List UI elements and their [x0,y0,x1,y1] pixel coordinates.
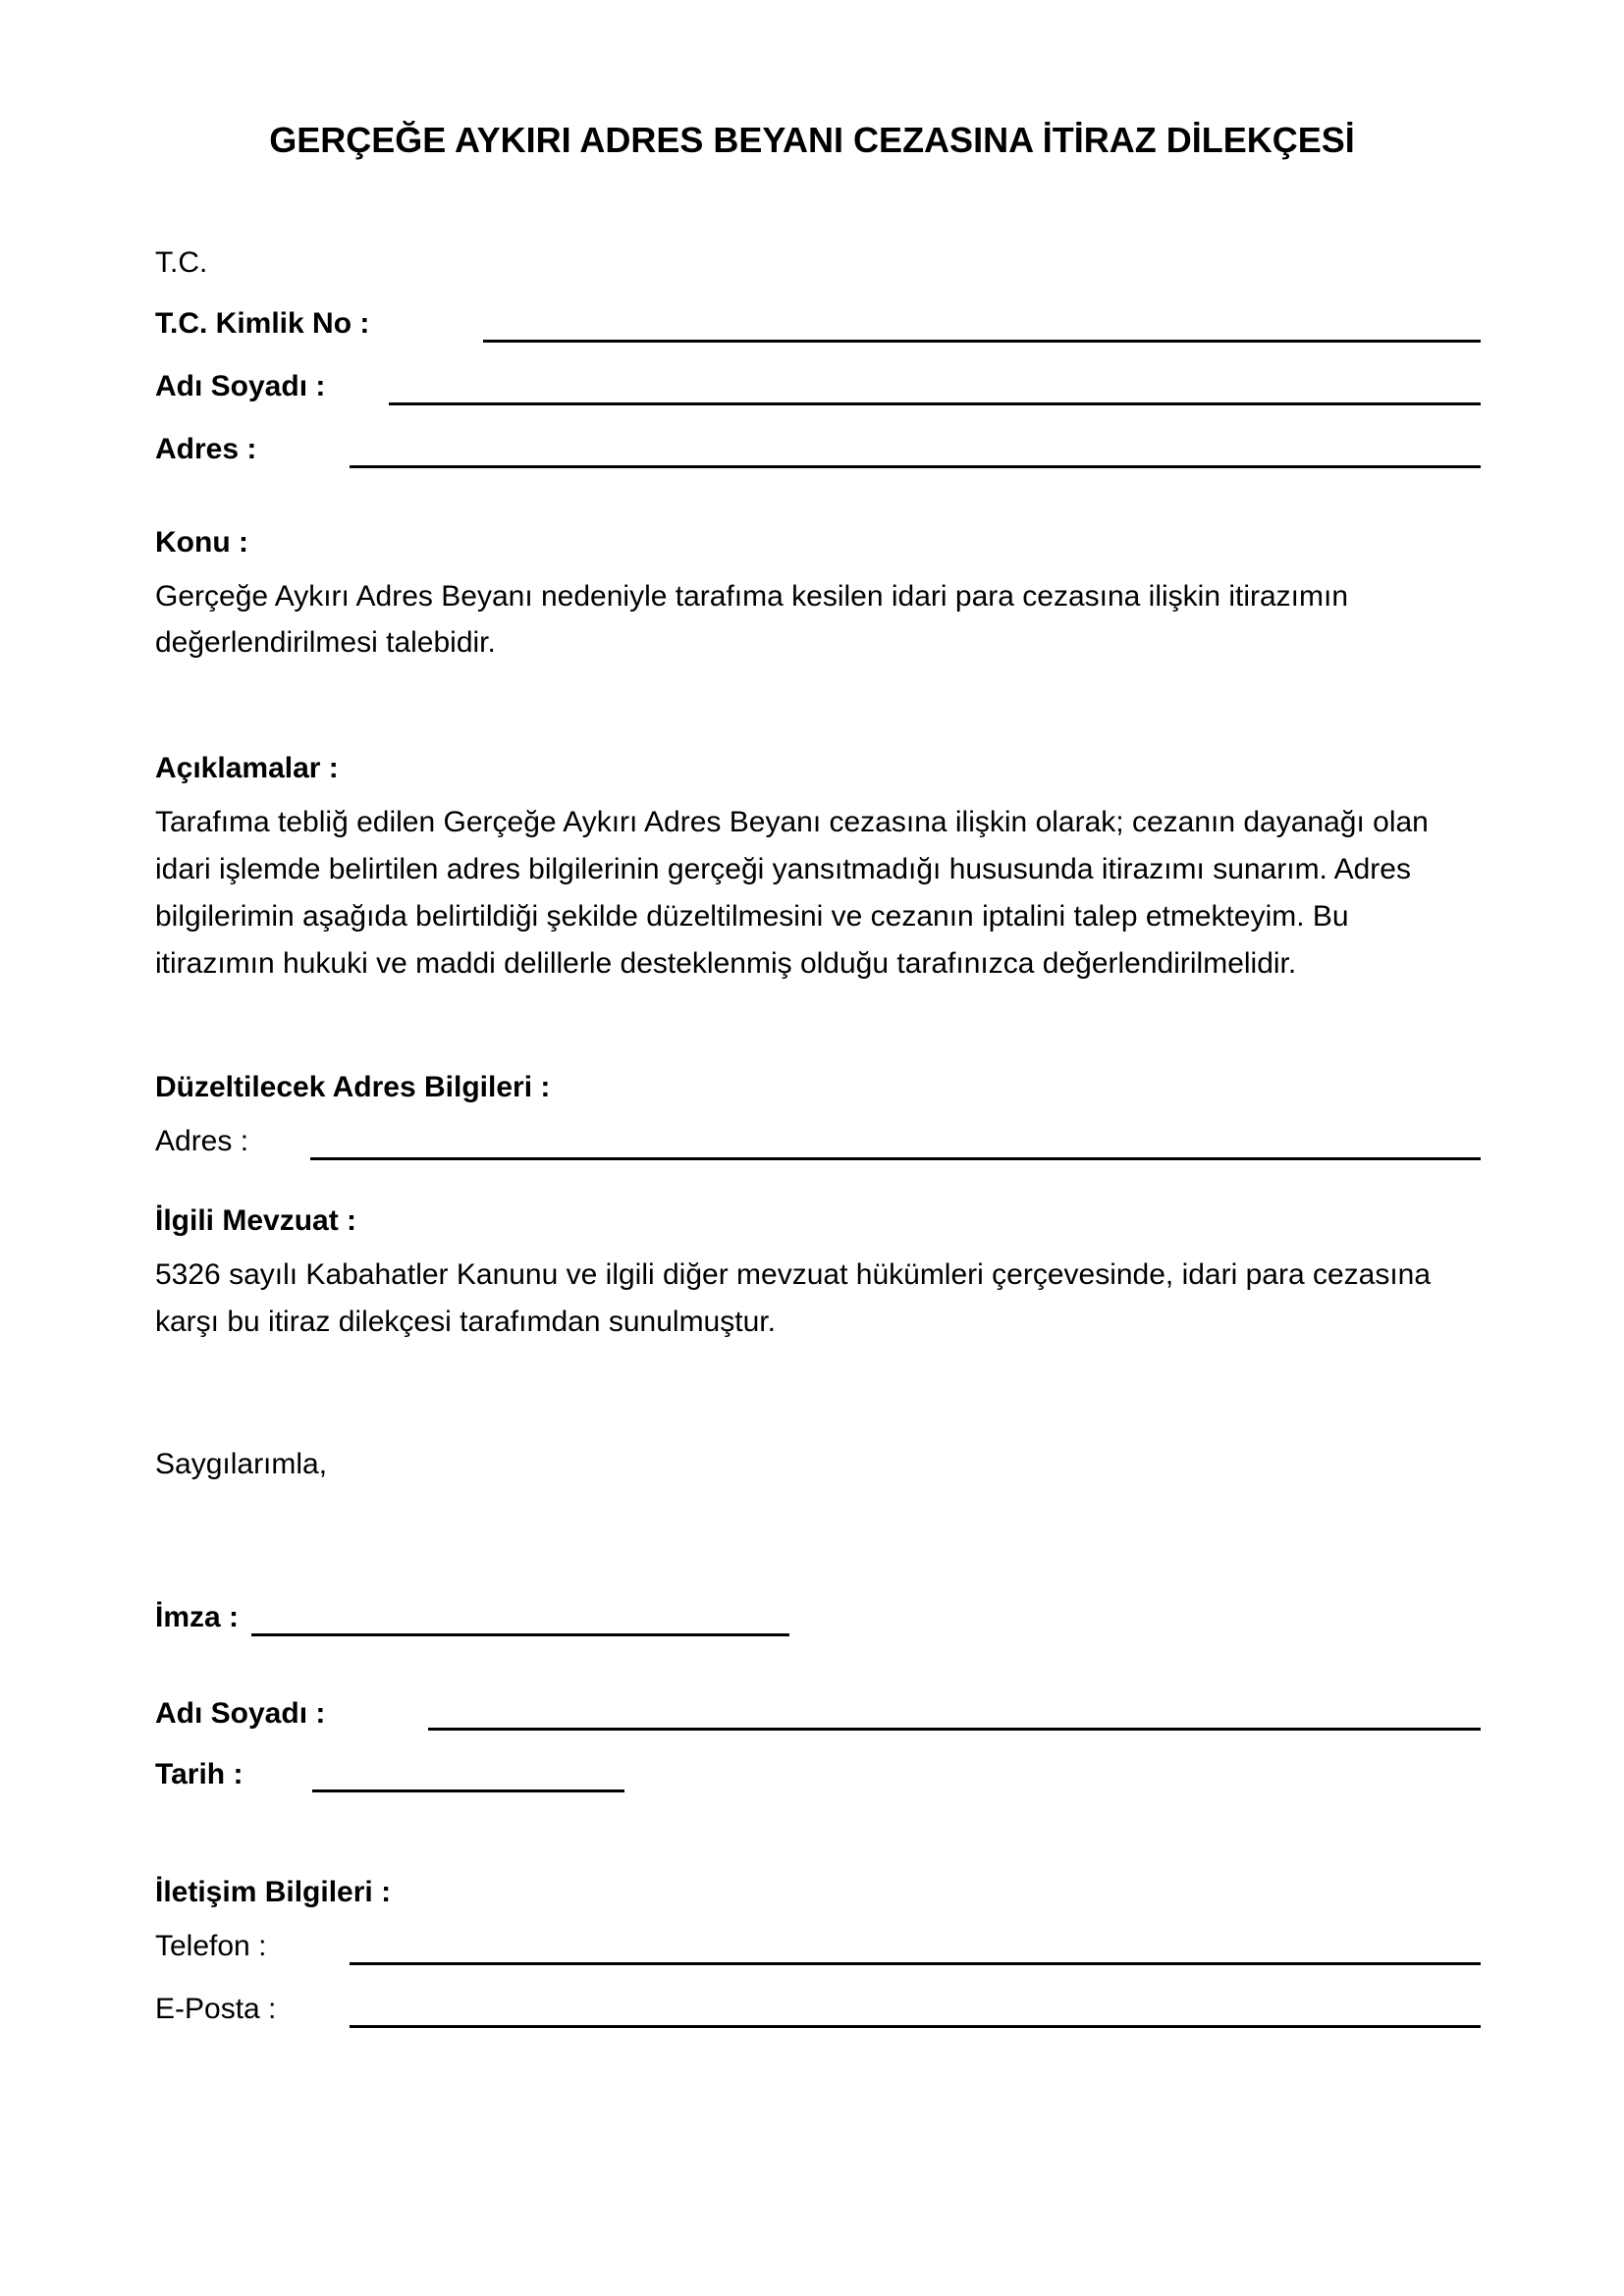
tc-label: T.C. [155,246,208,279]
tarih-field[interactable] [312,1789,624,1792]
duzeltilecek-adres-heading: Düzeltilecek Adres Bilgileri : [155,1071,551,1103]
konu-text-line-2: değerlendirilmesi talebidir. [155,626,496,659]
iletisim-heading: İletişim Bilgileri : [155,1876,392,1908]
duzeltilecek-adres-field[interactable] [310,1157,1481,1160]
aciklamalar-line-3: bilgilerimin aşağıda belirtildiği şekilde düzeltilmesini ve cezanın iptalini talep etmekteyim. Bu [155,900,1349,933]
ilgili-mevzuat-heading: İlgili Mevzuat : [155,1204,357,1237]
eposta-field[interactable] [350,2025,1481,2028]
mevzuat-line-1: 5326 sayılı Kabahatler Kanunu ve ilgili diğer mevzuat hükümleri çerçevesinde, idari para cezasına [155,1258,1432,1291]
konu-heading: Konu : [155,526,248,559]
adi-soyadi-label: Adı Soyadı : [155,370,326,402]
adres-label: Adres : [155,433,257,465]
aciklamalar-line-2: idari işlemde belirtilen adres bilgilerinin gerçeği yansıtmadığı hususunda itirazımı sunarım. Adres [155,853,1411,885]
aciklamalar-heading: Açıklamalar : [155,752,339,784]
imza-label: İmza : [155,1601,240,1633]
tc-kimlik-no-field[interactable] [483,340,1481,343]
tc-kimlik-no-label: T.C. Kimlik No : [155,307,370,340]
imza-adi-soyadi-field[interactable] [428,1728,1481,1731]
tarih-label: Tarih : [155,1758,244,1790]
adres-field[interactable] [350,465,1481,468]
aciklamalar-line-1: Tarafıma tebliğ edilen Gerçeğe Aykırı Adres Beyanı cezasına ilişkin olarak; cezanın dayanağı olan [155,806,1429,838]
aciklamalar-line-4: itirazımın hukuki ve maddi delillerle desteklenmiş olduğu tarafınızca değerlendirilmelidir. [155,947,1297,980]
telefon-label: Telefon : [155,1930,267,1962]
imza-field[interactable] [251,1633,789,1636]
mevzuat-line-2: karşı bu itiraz dilekçesi tarafımdan sunulmuştur. [155,1306,776,1338]
closing-text: Saygılarımla, [155,1448,328,1480]
adi-soyadi-field[interactable] [389,402,1481,405]
document-title: GERÇEĞE AYKIRI ADRES BEYANI CEZASINA İTİRAZ DİLEKÇESİ [269,120,1355,160]
konu-text-line-1: Gerçeğe Aykırı Adres Beyanı nedeniyle tarafıma kesilen idari para cezasına ilişkin itirazımın [155,580,1349,613]
eposta-label: E-Posta : [155,1993,277,2025]
duzeltilecek-adres-label: Adres : [155,1125,249,1157]
telefon-field[interactable] [350,1962,1481,1965]
imza-adi-soyadi-label: Adı Soyadı : [155,1697,326,1730]
